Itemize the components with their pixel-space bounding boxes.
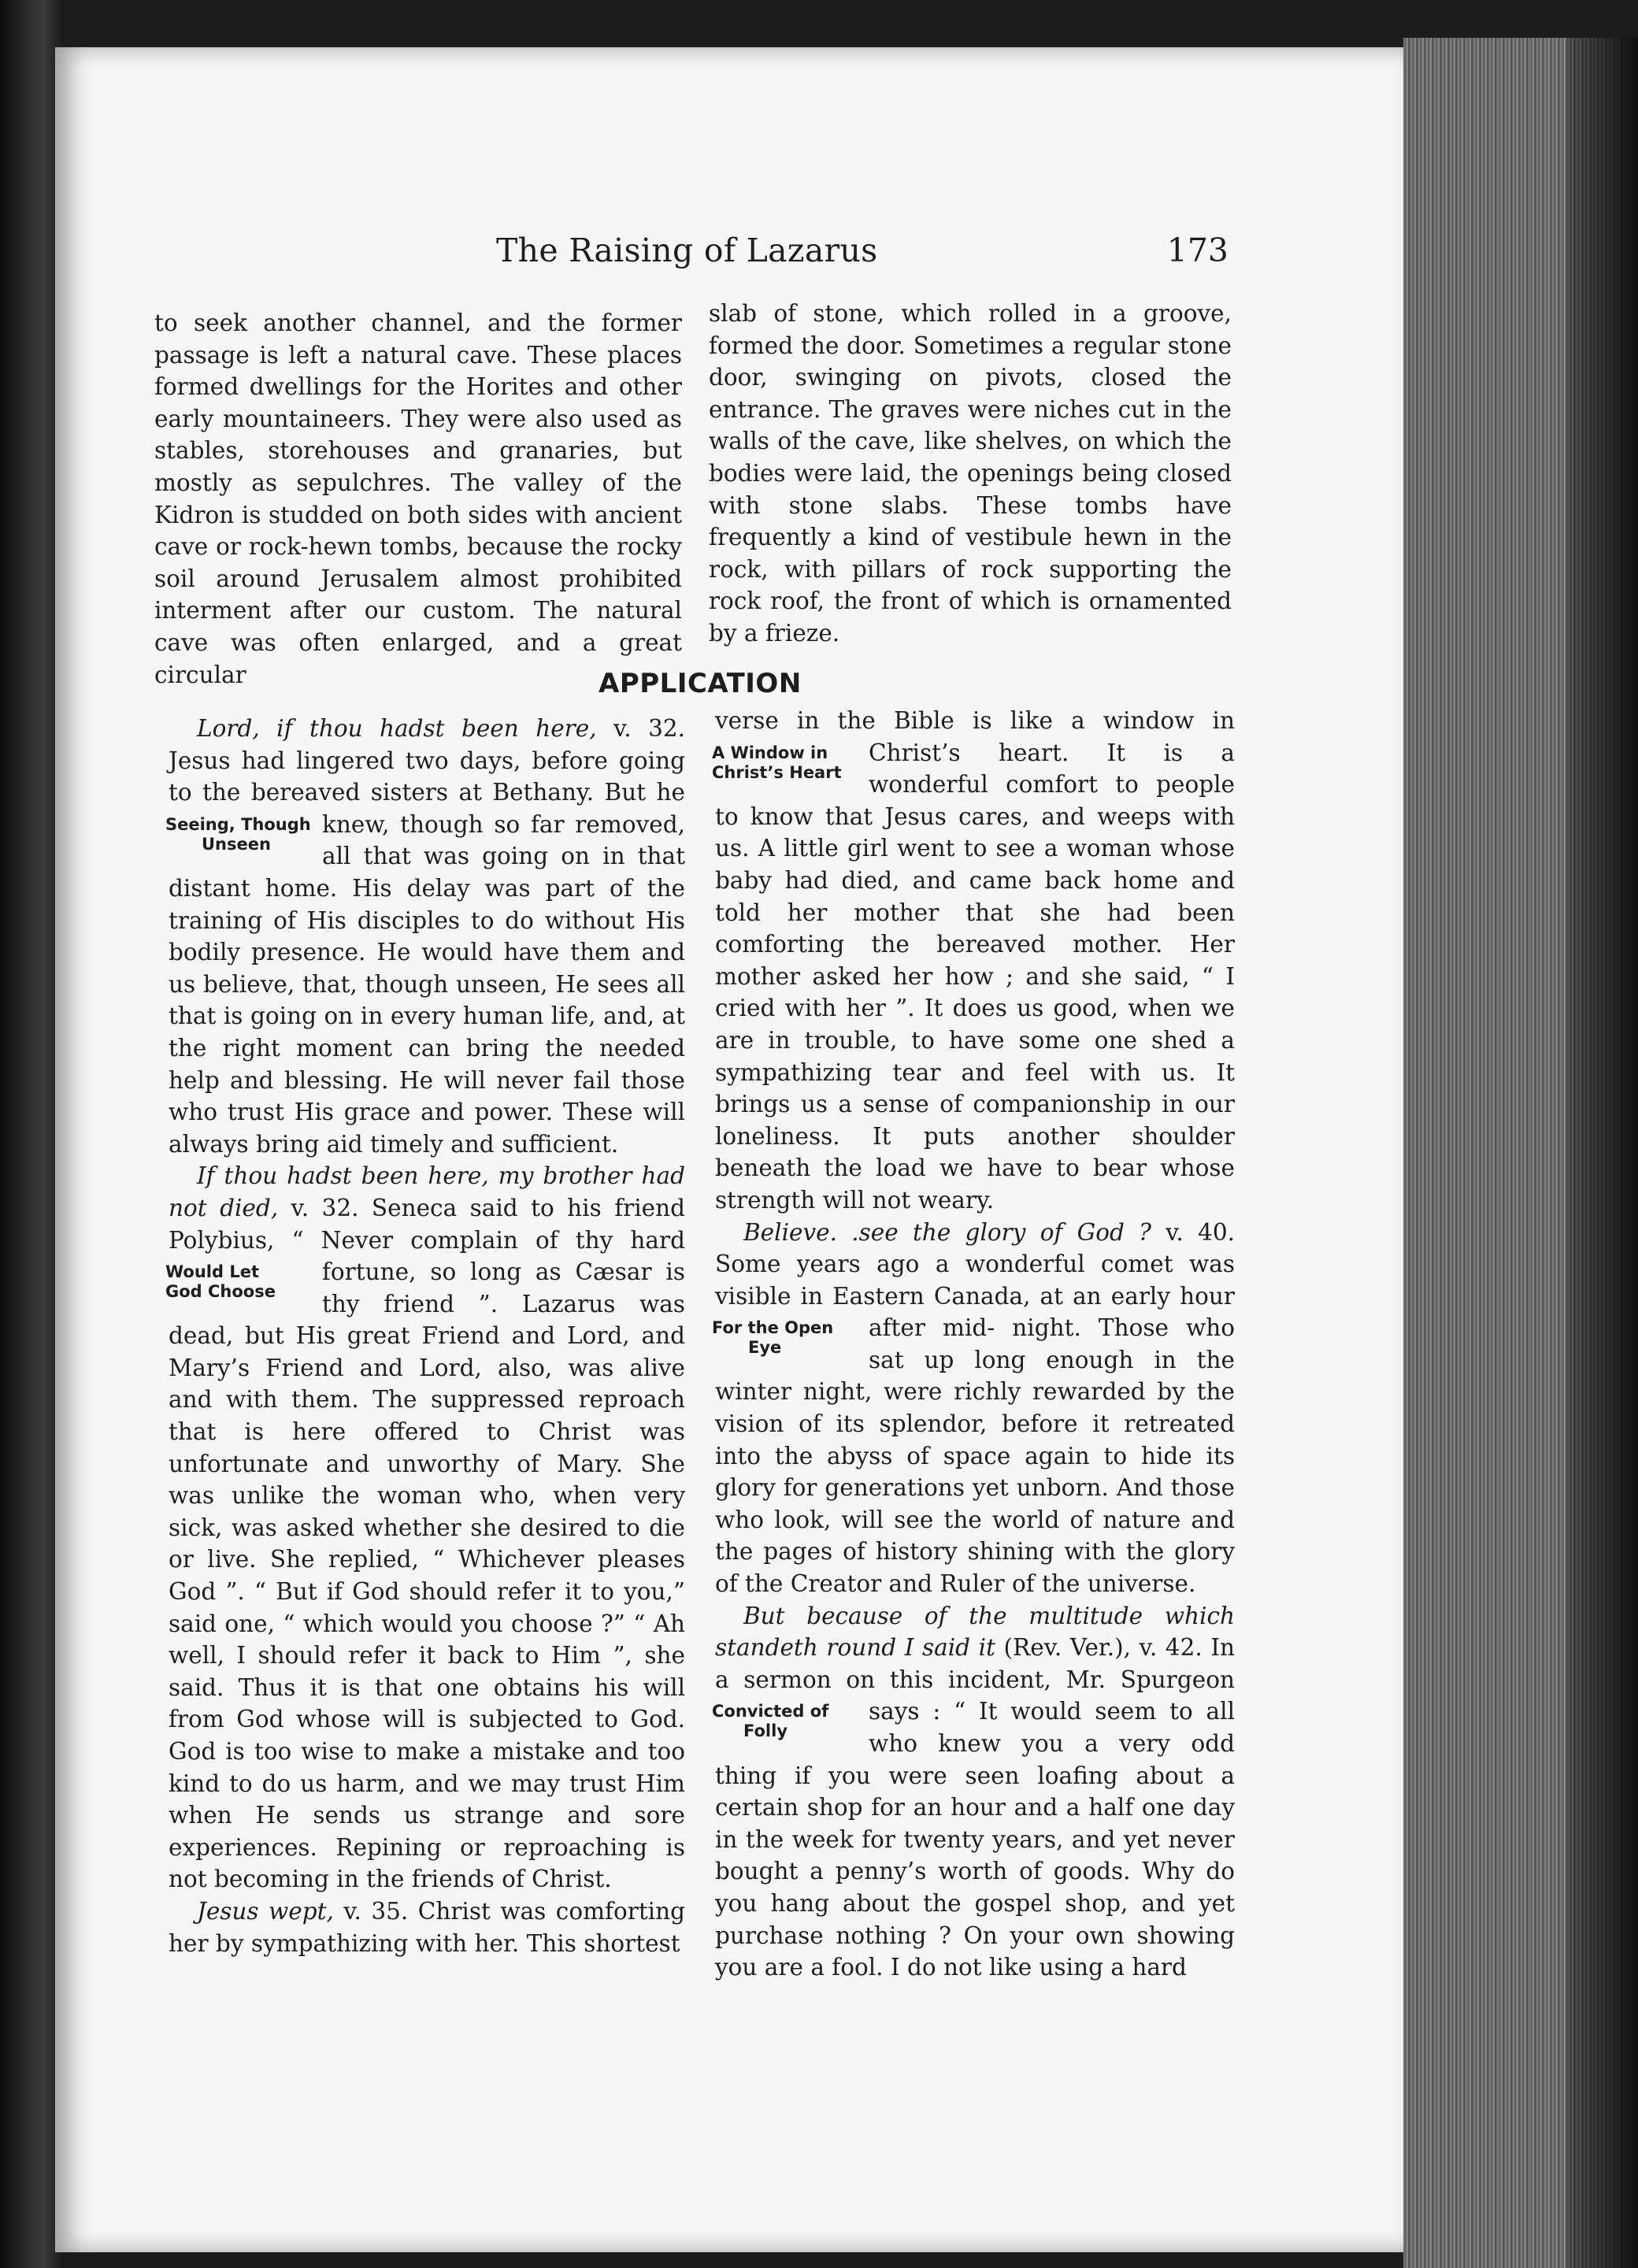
paragraph-text: “ It would seem to all who knew you a very odd thing if you were seen loafing about a certain shop for an hour and a half one day in the week for twenty years, and yet never bought a penny’s worth of goods. Why do you hang about the gospel shop, and yet purchase nothing ? On your own showing you are a fool. I do not like using a hard: [715, 1698, 1235, 1981]
paragraph-text: verse in the Bible is like a window in Christ’s: [715, 707, 1235, 766]
top-left-paragraph: to seek another channel, and the former passage is left a natural cave. These places formed dwellings for the Horites and other early mountaineers. They were also used as stables, storehouses and granaries, but mostly as sepulchres. The valley of the Kidron is studded on both sides with ancient cave or rock-hewn tombs, because the rocky soil around Jerusalem almost prohibited interment after our custom. The natural cave was often enlarged, and a great circular: [154, 309, 682, 688]
margin-note-line: Would Let: [165, 1262, 259, 1282]
application-right-column: [712, 705, 1235, 1984]
paragraph-text: v. 32. Jesus had lingered two days, before going to the bereaved sisters at Bethany. But he knew,: [169, 715, 685, 838]
paragraph-text: (Rev. Ver.), v. 42. In a sermon on this incident, Mr. Spurgeon says :: [715, 1634, 1235, 1725]
paragraph-text: though so far removed, all that was going on in that distant home. His delay was part of the training of His disciples to do without His bodily presence. He would have them and us believe, that, though unseen, He sees all that is going on in every human life, and, at the right moment can bring the needed help and blessing. He will never fail those who trust His grace and power. These will always bring aid timely and sufficient.: [169, 810, 685, 1158]
paragraph-text: heart. It is a wonderful comfort to people to know that Jesus cares, and weeps with us. A little girl went to see a woman whose baby had died, and came back home and told her mother that she had been comforting the bereaved mother. Her mother asked her how ; and she said, “ I cried with her ”. It does us good, when we are in trouble, to have some one shed a sympathizing tear and feel with us. It brings us a sense of companionship in our loneliness. It puts another shoulder beneath the load we have to bear whose strength will not weary.: [715, 739, 1235, 1214]
top-left-column: [154, 307, 682, 691]
top-right-paragraph: slab of stone, which rolled in a groove, formed the door. Sometimes a regular stone door, swinging on pivots, closed the entrance. The graves were niches cut in the walls of the cave, like shelves, on which the bodies were laid, the openings being closed with stone slabs. These tombs have frequently a kind of vestibule hewn in the rock, with pillars of rock supporting the rock roof, the front of which is ornamented by a frieze.: [709, 300, 1232, 647]
margin-note-line: Unseen: [202, 834, 271, 854]
scripture-ref: If thou hadst been here, my brother had not died,: [169, 1162, 685, 1221]
book-page-edges: [1403, 38, 1638, 2268]
application-heading: APPLICATION: [598, 668, 802, 699]
book-gutter-left: [0, 0, 63, 2268]
margin-note-seeing-though-unseen: [165, 815, 311, 854]
paragraph-believe: [712, 1217, 1235, 1600]
page-number: 173: [1166, 232, 1228, 269]
paragraph-text: v. 40. Some years ago a wonderful comet was visible in Eastern Canada, at an early hour after mid-: [715, 1218, 1235, 1342]
margin-note-for-the-open-eye: [712, 1318, 858, 1358]
paragraph-text: v. 32. Seneca said to his friend Polybius, “ Never complain of thy hard fortune,: [169, 1194, 685, 1286]
margin-note-a-window-in-christs-heart: [712, 743, 858, 783]
paragraph-text: v. 35. Christ was comforting her by sympathizing with her. This shortest: [169, 1897, 686, 1957]
scripture-ref: Jesus wept,: [197, 1897, 334, 1925]
top-right-column: [709, 298, 1232, 650]
paragraph-jesus-wept: [169, 1896, 685, 1959]
margin-note-line: For the Open: [712, 1318, 834, 1338]
margin-note-line: Seeing, Though: [165, 814, 311, 834]
scripture-ref: Believe. .see the glory of God ?: [743, 1218, 1151, 1246]
margin-note-convicted-of-folly: [712, 1702, 858, 1741]
application-left-column: [165, 713, 686, 1959]
paragraph-text: night. Those who sat up long enough in the winter night, were richly rewarded by the vision of its splendor, before it retreated into the abyss of space again to hide its glory for generations yet unborn. And those who look, will see the world of nature and the pages of history shining with the glory of the Creator and Ruler of the universe.: [715, 1314, 1235, 1598]
margin-note-line: Folly: [743, 1721, 788, 1741]
paragraph-multitude: [712, 1600, 1235, 1984]
paragraph-if-thou-hadst: [165, 1160, 685, 1896]
margin-note-line: Christ’s Heart: [712, 762, 842, 782]
paragraph-text: so long as Cæsar is thy friend ”. Lazarus was dead, but His great Friend and Lord, and Mary’s Friend and Lord, also, was alive and with them. The suppressed reproach that is here offered to Christ was unfortunate and unworthy of Mary. She was unlike the woman who, when very sick, was asked whether she desired to die or live. She replied, “ Whichever pleases God ”. “ But if God should refer it to you,” said one, “ which would you choose ?” “ Ah well, I should refer it back to Him ”, she said. Thus it is that one obtains his will from God whose will is subjected to God. God is too wise to make a mistake and too kind to do us harm, and we may trust Him when He sends us strange and sore experiences. Repining or reproaching is not becoming in the friends of Christ.: [169, 1258, 685, 1893]
margin-note-line: Eye: [748, 1338, 782, 1358]
margin-note-line: God Choose: [165, 1282, 276, 1302]
scripture-ref: Lord, if thou hadst been here,: [197, 715, 597, 742]
paragraph-lord-if-thou: [165, 713, 685, 1160]
running-title: The Raising of Lazarus: [496, 232, 878, 269]
book-cover-shadow: [1567, 38, 1638, 2268]
page-header: [158, 232, 1228, 279]
margin-note-would-let-god-choose: [165, 1262, 311, 1302]
paragraph-window-continued: [712, 705, 1235, 1217]
margin-note-line: Convicted of: [712, 1702, 829, 1721]
scripture-ref: But because of the multitude which standeth round I said it: [715, 1602, 1235, 1662]
margin-note-line: A Window in: [712, 743, 828, 762]
